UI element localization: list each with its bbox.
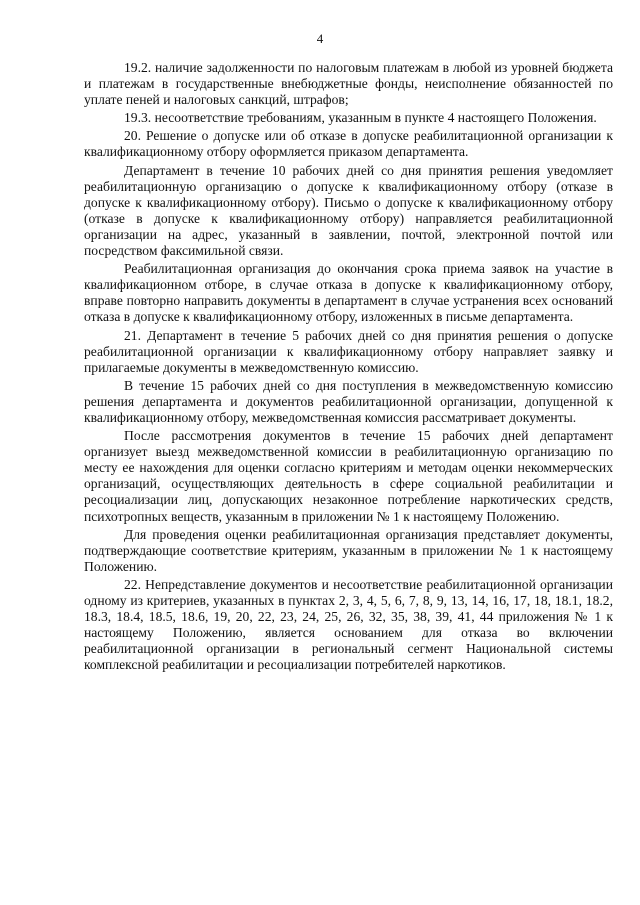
paragraph-20-resubmission: Реабилитационная организация до окончания срока приема заявок на участие в квалификационном отборе, в случае отказа в допуске к квалификационному отбору, вправе повторно направить документы в департамент в случае устранения всех оснований отказа в допуске к квалификационному отбору, изложенных в письме департамента. [84,261,613,325]
paragraph-21-documents: Для проведения оценки реабилитационная организация представляет документы, подтверждающие соответствие критериям, указанным в приложении № 1 к настоящему Положению. [84,526,613,574]
paragraph-19-2: 19.2. наличие задолженности по налоговым платежам в любой из уровней бюджета и платежам в государственные внебюджетные фонды, неисполнение обязанностей по уплате пеней и налоговых санкций, штрафов; [84,60,613,108]
paragraph-20: 20. Решение о допуске или об отказе в допуске реабилитационной организации к квалификационному отбору оформляется приказом департамента. [84,128,613,160]
paragraph-21: 21. Департамент в течение 5 рабочих дней со дня принятия решения о допуске реабилитационной организации к квалификационному отбору направляет заявку и прилагаемые документы в межведомственную комиссию. [84,327,613,375]
paragraph-20-notification: Департамент в течение 10 рабочих дней со дня принятия решения уведомляет реабилитационную организацию о допуске к квалификационному отбору (отказе в допуске к квалификационному отбору). Письмо о допуске к квалификационному отбору (отказе в допуске к квалификационному отбору) направляется реабилитационной организации на адрес, указанный в заявлении, почтой, электронной почтой или посредством факсимильной связи. [84,162,613,259]
paragraph-22: 22. Непредставление документов и несоответствие реабилитационной организации одному из критериев, указанных в пунктах 2, 3, 4, 5, 6, 7, 8, 9, 13, 14, 16, 17, 18, 18.1, 18.2, 18.3, 18.4, 18.5, 18.6, 19, 20, 22, 23, 24, 25, 26, 32, 35, 38, 39, 41, 44 приложения № 1 к настоящему Положению, является основанием для отказа во включении реабилитационной организации в региональный сегмент Национальной системы комплексной реабилитации и ресоциализации потребителей наркотиков. [84,576,613,673]
document-body [84,60,613,675]
page-number: 4 [316,31,324,46]
paragraph-19-3: 19.3. несоответствие требованиям, указанным в пункте 4 настоящего Положения. [124,110,597,126]
paragraph-21-visit: После рассмотрения документов в течение 15 рабочих дней департамент организует выезд межведомственной комиссии в реабилитационную организацию по месту ее нахождения для оценки согласно критериям и методам оценки некоммерческих организаций, осуществляющих деятельность в сфере социальной реабилитации и ресоциализации лиц, допускающих незаконное потребление наркотических средств, психотропных веществ, указанным в приложении № 1 к настоящему Положению. [84,428,613,524]
paragraph-21-review: В течение 15 рабочих дней со дня поступления в межведомственную комиссию решения департамента и документов реабилитационной организации, допущенной к квалификационному отбору, межведомственная комиссия рассматривает документы. [84,377,613,425]
